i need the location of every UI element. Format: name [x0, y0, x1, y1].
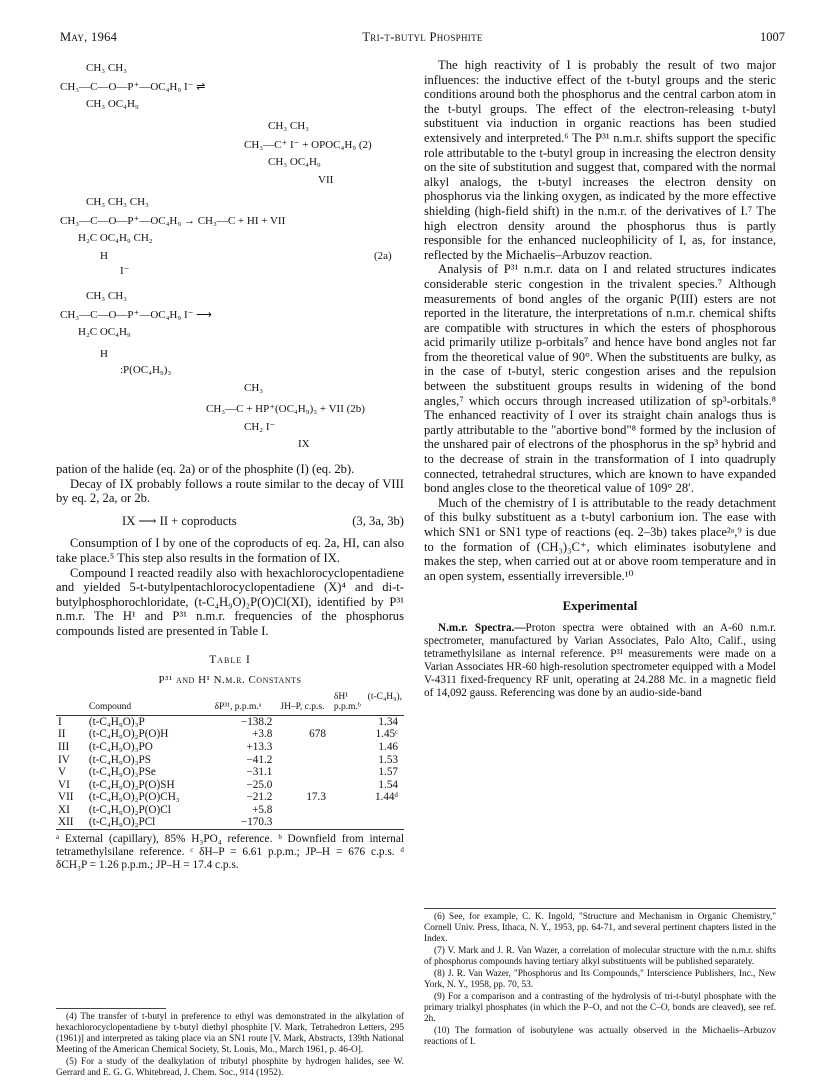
scheme-1-bot: CH₃ OC₄H₉: [86, 98, 139, 110]
scheme-2-b: H: [100, 250, 108, 262]
table-cell: 1.45ᶜ: [375, 728, 398, 741]
table-cell: [278, 754, 332, 767]
table-cell: 1.57: [378, 766, 398, 779]
table-cell: [278, 766, 332, 779]
footnote-10: (10) The formation of isobutylene was actually observed in the Michaelis–Arbuzov reactions of I.: [424, 1026, 776, 1047]
table-header: δP³¹, p.p.m.ᵃ: [214, 702, 262, 713]
equation-3-text: IX ⟶ II + coproducts: [122, 513, 237, 528]
scheme-1b-top: CH₃ CH₃: [268, 120, 309, 132]
scheme-2-mid: CH₃—C—O—P⁺—OC₄H₉ → CH₃—C + HI + VII: [60, 215, 286, 227]
equation-3: [56, 514, 404, 529]
scheme-2-a: H₂C OC₄H₉ CH₂: [78, 232, 153, 244]
table-cell: [278, 741, 332, 754]
table-cell: [278, 779, 332, 792]
table-cell: (t-C₄H₉O)₂P(O)SH: [88, 778, 175, 791]
scheme-3-mid: CH₃—C—O—P⁺—OC₄H₉ I⁻ ⟶: [60, 309, 212, 321]
footnote-4: (4) The transfer of t-butyl in preference to ethyl was demonstrated in the alkylation of hexachlorocyclopentadiene by t-butyl diethyl phosphite [V. Mark, Tetrahedron Letters, 295 (1961)] and interpreted as taking place via an SN1 route [V. Mark, Abstracts, 139th National Meeting of the American Chemical Society, St. Louis, Mo., March 1961, p. 46-O].: [56, 1012, 404, 1055]
scheme-3-c: :P(OC₄H₉)₃: [120, 364, 172, 376]
footnote-6: (6) See, for example, C. K. Ingold, "Structure and Mechanism in Organic Chemistry," Cornell Univ. Press, Ithaca, N. Y., 1953, pp. 64-71, and several pertinent chapters listed in the Index.: [424, 912, 776, 944]
table-row: [56, 779, 404, 792]
table-cell: +5.8: [252, 803, 273, 816]
table-cell: VII: [58, 791, 74, 804]
table-cell: −170.3: [240, 816, 273, 829]
footnote-rule-right: [424, 908, 776, 909]
experimental-body: Proton spectra were obtained with an A-60 n.m.r. spectrometer, manufactured by Varian Associates, Palo Alto, Calif., using tetramethylsilane as internal reference. P³¹ measurements were made on a Varian Associates HR-60 high-resolution spectrometer equipped with a Model V-4311 fixed-frequency RF unit, operating at 24.288 Mc. in a magnetic field of 14,092 gauss. Referencing was done by an audio-side-band: [424, 621, 777, 699]
header-title: Tri-t-butyl Phosphite: [362, 30, 483, 44]
paragraph: Analysis of P³¹ n.m.r. data on I and related structures indicates considerable steric congestion in the trivalent species.⁷ Although measurements of bond angles of the organic P(III) esters are not reported in the literature, the interpretations of n.m.r. chemical shifts are compatible with structures in which the esters of phosphorous acid primarily utilize p-orbitals⁷ and hence have bond angles not far from the theoretical value of 90°. When the substituents are bulky, as in the case of t-butyl, steric congestion arises and the repulsion between the substituent groups results in widening of the bond angles,⁷ which occurs through increased utilization of sp³-orbitals.⁸ The enhanced reactivity of I over its straight chain analogs thus is partly attributable to the "abortive bond"⁸ formed by the inclusion of the unshared pair of electrons of the phosphorus in the sp³ hybrid and to the decrease of strain in the transformation of I into quadruply connected, tetrahedral structures, which are known to have expanded bond angles close to the theoretical value of 109° 28′.: [424, 262, 776, 496]
footnote-rule-left: [56, 1008, 166, 1009]
footnote-8: (8) J. R. Van Wazer, "Phosphorus and Its Compounds," Interscience Publishers, Inc., New York, N. Y., 1958, pp. 70, 53.: [424, 969, 776, 990]
scheme-3r-top: CH₃: [244, 382, 264, 394]
table-row: [56, 804, 404, 817]
paragraph: Decay of IX probably follows a route similar to the decay of VIII by eq. 2, 2a, or 2b.: [56, 476, 404, 506]
running-header: [60, 30, 785, 48]
table-row: [56, 715, 404, 728]
scheme-2-c: I⁻: [120, 265, 130, 277]
scheme-1-top: CH₃ CH₃: [86, 62, 127, 74]
left-column: [56, 462, 404, 872]
table-cell: [278, 804, 332, 817]
scheme-1b-label: VII: [318, 174, 334, 186]
scheme-3r-bot: CH₂ I⁻: [244, 421, 276, 433]
table-cell: XII: [58, 816, 74, 829]
paragraph: Consumption of I by one of the coproducts of eq. 2a, HI, can also take place.⁵ This step also results in the formation of IX.: [56, 536, 404, 565]
table-cell: −138.2: [240, 715, 273, 728]
table-cell: [332, 816, 404, 829]
scheme-2-top: CH₃ CH₃ CH₃: [86, 196, 149, 208]
paragraph: Much of the chemistry of I is attributable to the ready detachment of this bulky substituent as a t-butyl carbonium ion. The ease with which SN1 or SN1 type of reactions (eq. 2–3b) takes place²ᵃ,⁹ is due to the formation of (CH₃)₃C⁺, which eliminates isobutylene and makes the step, when carried out at or above room temperature and in an open system, essentially irreversible.¹⁰: [424, 495, 776, 583]
scheme-3-a: H₂C OC₄H₉: [78, 326, 131, 338]
table-cell: 1.54: [378, 778, 398, 791]
table-cell: I: [58, 715, 62, 728]
table-cell: 1.34: [378, 715, 398, 728]
scheme-2-label: (2a): [374, 250, 392, 262]
table-row: [56, 728, 404, 741]
table-cell: III: [58, 740, 70, 753]
scheme-1-mid: CH₃—C—O—P⁺—OC₄H₉ I⁻ ⇌: [60, 81, 206, 93]
table-header-row: [56, 692, 404, 716]
table-cell: −31.1: [246, 766, 273, 779]
table-row: [56, 741, 404, 754]
scheme-1b-mid: CH₃—C⁺ I⁻ + OPOC₄H₉ (2): [244, 139, 372, 151]
table-header: [56, 692, 87, 716]
table-cell: +13.3: [246, 740, 273, 753]
footnote-9: (9) For a comparison and a contrasting of the hydrolysis of tri-t-butyl phosphate with the primary trialkyl phosphates (in which the P–O, and not the C–O, bonds are cleaved), see ref. 2h.: [424, 992, 776, 1024]
table-cell: V: [58, 766, 67, 779]
scheme-3r-label: IX: [298, 438, 310, 450]
table-cell: (t-C₄H₉O)₃PO: [88, 740, 153, 753]
right-column: [424, 58, 776, 700]
table-row: [56, 791, 404, 804]
paragraph: pation of the halide (eq. 2a) or of the phosphite (I) (eq. 2b).: [56, 462, 355, 476]
left-footnotes: [56, 1012, 404, 1080]
table-cell: [278, 715, 332, 728]
table-header: Compound: [88, 702, 132, 713]
table-cell: (t-C₄H₉O)₂PCl: [88, 816, 156, 829]
table-cell: XI: [58, 803, 70, 816]
table-row: [56, 766, 404, 779]
scheme-3r-mid: CH₃—C + HP⁺(OC₄H₉)₃ + VII (2b): [206, 403, 365, 415]
footnote-7: (7) V. Mark and J. R. Van Wazer, a correlation of molecular structure with the n.m.r. shifts of phosphorus compounds having tertiary alkyl substituents will be published separately.: [424, 946, 776, 967]
table-header: δH¹ (t-C₄H₉), p.p.m.ᵇ: [333, 691, 402, 713]
table-header: JH–P, c.p.s.: [280, 702, 325, 713]
table-cell: II: [58, 728, 66, 741]
paragraph: The high reactivity of I is probably the result of two major influences: the inductive effect of the t-butyl groups and the steric conditions around both the phosphorus and the central carbon atom in the t-butyl groups. The effect of the electron-releasing t-butyl substituent via induction in organic reactions has been studied extensively and interpreted.⁶ The P³¹ n.m.r. shifts support the specific role attributable to the t-butyl group in increasing the electron density on the site of substitution and suggest that, compared with the normal alkyl analogs, the t-butyl increases the electron density on phosphorus via the linking oxygen, as indicated by the more effective shielding (high-field shift) in the n.m.r. of the derivatives of I.⁷ The high electron density around the phosphorus thus is partly responsible for the enhanced nucleophilicity of I, as, for instance, reflected by the Michaelis–Arbuzov reaction.: [424, 58, 776, 262]
table-cell: (t-C₄H₉O)₃P: [88, 715, 145, 728]
scheme-3-b: H: [100, 348, 108, 360]
paragraph: Compound I reacted readily also with hexachlorocyclopentadiene and yielded 5-t-butylpentachlorocyclopentadiene (X)⁴ and di-t-butylphosphorochloridate, (t-C₄H₉O)₂P(O)Cl(XI), identified by P³¹ n.m.r. The H¹ and P³¹ n.m.r. frequencies of the phosphorus compounds listed are presented in Table I.: [56, 565, 404, 638]
table-cell: 678: [309, 728, 326, 741]
reaction-scheme: [56, 58, 406, 458]
table-cell: 17.3: [306, 791, 326, 804]
experimental-heading: Experimental: [562, 599, 638, 614]
table-cell: [278, 816, 332, 829]
table-cell: −25.0: [246, 778, 273, 791]
table-cell: (t-C₄H₉O)₂P(O)CH₃: [88, 791, 180, 804]
table-row: [56, 816, 404, 829]
scheme-3-top: CH₃ CH₃: [86, 290, 127, 302]
experimental-paragraph: [424, 622, 776, 700]
table-cell: +3.8: [252, 728, 273, 741]
scheme-1b-bot: CH₃ OC₄H₉: [268, 156, 321, 168]
table-cell: 1.44ᵈ: [374, 791, 398, 804]
table-row: [56, 754, 404, 767]
experimental-lead: N.m.r. Spectra.—: [438, 621, 526, 634]
table-cell: 1.46: [378, 740, 398, 753]
header-date: May, 1964: [60, 30, 118, 44]
table-cell: −41.2: [246, 753, 273, 766]
table-subtitle: P³¹ and H¹ N.m.r. Constants: [158, 674, 302, 687]
footnote-5: (5) For a study of the dealkylation of tributyl phosphite by hydrogen halides, see W. Gerrard and E. G. G. Whitebread, J. Chem. Soc., 914 (1952).: [56, 1057, 404, 1078]
nmr-constants-table: [56, 692, 404, 830]
table-cell: VI: [58, 778, 70, 791]
table-cell: (t-C₄H₉O)₂P(O)Cl: [88, 803, 171, 816]
table-cell: IV: [58, 753, 70, 766]
equation-3-label: (3, 3a, 3b): [352, 513, 404, 528]
table-title: Table I: [209, 653, 251, 666]
table-cell: (t-C₄H₉O)₃PSe: [88, 766, 156, 779]
right-footnotes: [424, 912, 776, 1049]
table-cell: [332, 804, 404, 817]
table-cell: (t-C₄H₉O)₂P(O)H: [88, 728, 169, 741]
page-number: 1007: [760, 30, 785, 44]
table-cell: −21.2: [246, 791, 273, 804]
table-cell: 1.53: [378, 753, 398, 766]
table-footnote: ᵃ External (capillary), 85% H₃PO₄ reference. ᵇ Downfield from internal tetramethylsilane reference. ᶜ δH–P = 6.61 p.p.m.; JP–H = 676 c.p.s. ᵈ δCH₃P = 1.26 p.p.m.; JP–H = 17.4 c.p.s.: [56, 833, 404, 872]
table-cell: (t-C₄H₉O)₃PS: [88, 753, 151, 766]
